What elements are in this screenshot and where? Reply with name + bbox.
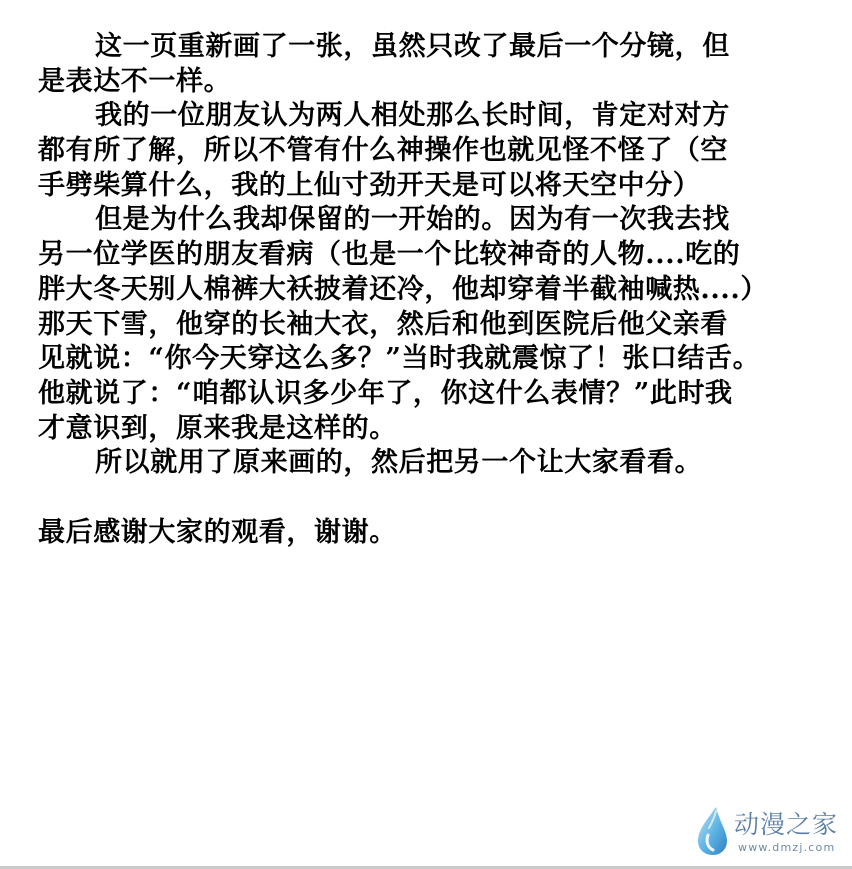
water-drop-logo-icon — [694, 805, 730, 857]
site-watermark — [690, 803, 850, 861]
closing-line: 最后感谢大家的观看，谢谢。 — [38, 516, 397, 548]
paragraph-spacer — [38, 481, 778, 516]
paragraph-line: 另一位学医的朋友看病（也是一个比较神奇的人物....吃的 — [38, 239, 741, 271]
article-text — [38, 30, 778, 550]
paragraph-line: 我的一位朋友认为两人相处那么长时间，肯定对对方 — [95, 100, 730, 132]
watermark-title: 动漫之家 — [734, 810, 839, 839]
paragraph-line: 都有所了解，所以不管有什么神操作也就见怪不怪了（空 — [38, 135, 728, 167]
paragraph-line: 见就说：“你今天穿这么多？”当时我就震惊了！张口结舌。 — [38, 343, 761, 375]
paragraph-line: 才意识到，原来我是这样的。 — [38, 412, 397, 444]
paragraph-line: 他就说了：“咱都认识多少年了，你这什么表情？”此时我 — [38, 377, 733, 409]
paragraph-line: 这一页重新画了一张，虽然只改了最后一个分镜，但 — [95, 31, 730, 62]
paragraph-line: 胖大冬天别人棉裤大袄披着还冷，他却穿着半截袖喊热....） — [38, 273, 768, 305]
paragraph-line: 所以就用了原来画的，然后把另一个让大家看看。 — [95, 447, 703, 479]
paragraph-line: 但是为什么我却保留的一开始的。因为有一次我去找 — [95, 204, 730, 236]
watermark-url: www.dmzj.com — [738, 841, 836, 854]
paragraph-line: 手劈柴算什么，我的上仙寸劲开天是可以将天空中分） — [38, 169, 701, 201]
paragraph-line: 那天下雪，他穿的长袖大衣，然后和他到医院后他父亲看 — [38, 308, 728, 340]
paragraph-line: 是表达不一样。 — [38, 65, 232, 97]
